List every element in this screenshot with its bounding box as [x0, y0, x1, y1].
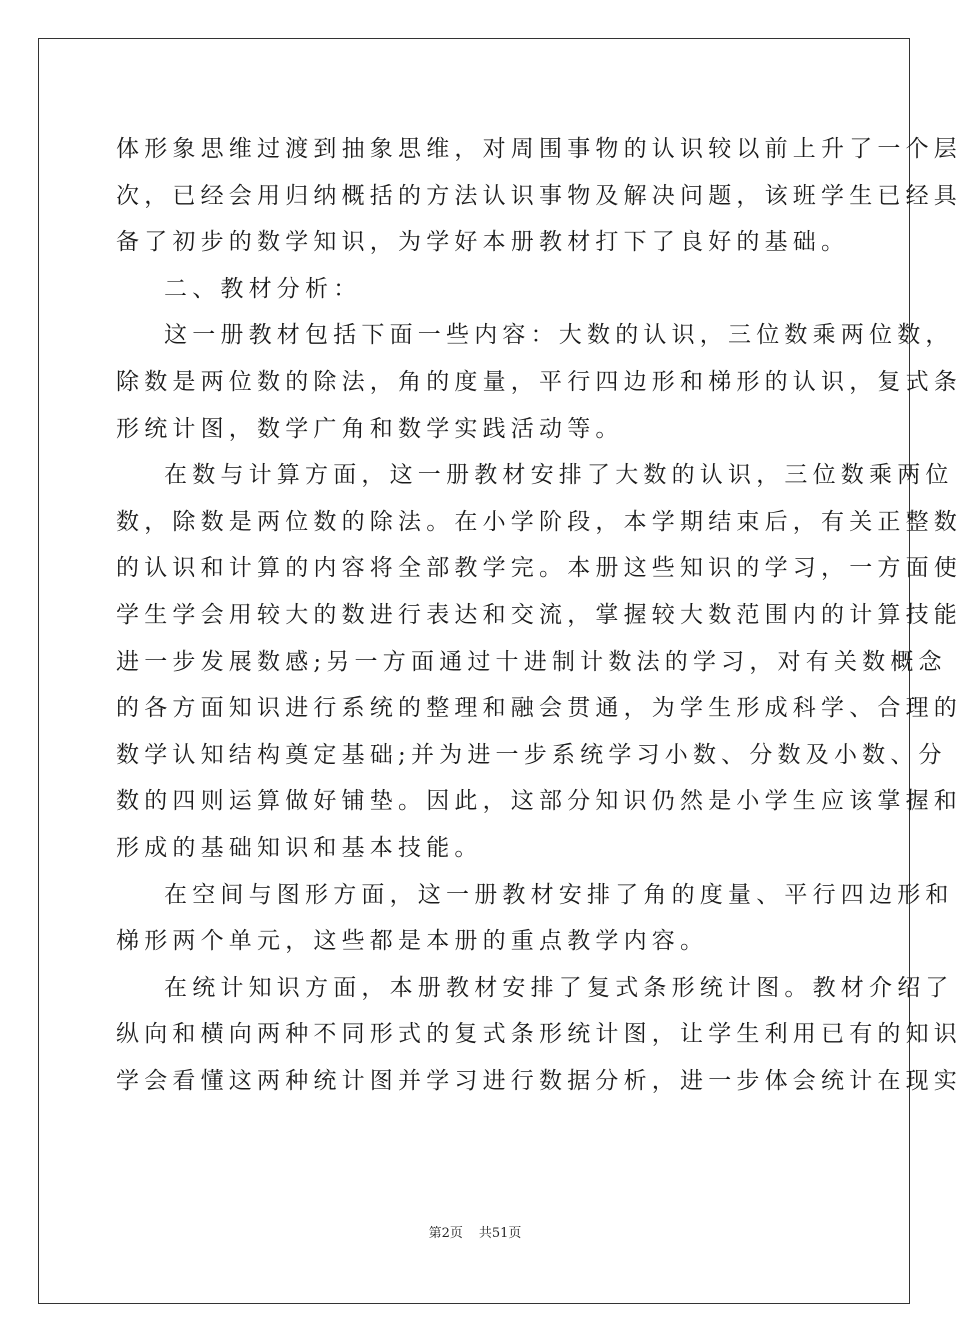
text-line: 备了初步的数学知识，为学好本册教材打下了良好的基础。: [116, 229, 850, 256]
text-line: 学生学会用较大的数进行表达和交流，掌握较大数范围内的计算技能: [116, 601, 962, 628]
text-line: 的认识和计算的内容将全部教学完。本册这些知识的学习，一方面使: [116, 555, 962, 582]
document-body: [116, 126, 962, 1104]
text-line: 进一步发展数感;另一方面通过十进制计数法的学习，对有关数概念: [116, 648, 947, 675]
page-total: 共51页: [478, 1226, 522, 1241]
text-line: 体形象思维过渡到抽象思维，对周围事物的认识较以前上升了一个层: [116, 136, 962, 162]
text-line: 数学认知结构奠定基础;并为进一步系统学习小数、分数及小数、分: [116, 741, 947, 768]
text-line: 在空间与图形方面，这一册教材安排了角的度量、平行四边形和: [164, 881, 954, 908]
text-line: 在统计知识方面，本册教材安排了复式条形统计图。教材介绍了: [164, 974, 954, 1001]
page-number: 第2页: [428, 1226, 463, 1241]
text-line: 数，除数是两位数的除法。在小学阶段，本学期结束后，有关正整数: [116, 508, 962, 535]
text-line: 纵向和横向两种不同形式的复式条形统计图，让学生利用已有的知识: [116, 1021, 962, 1048]
text-line: 在数与计算方面，这一册教材安排了大数的认识，三位数乘两位: [164, 462, 954, 489]
text-line: 除数是两位数的除法，角的度量，平行四边形和梯形的认识，复式条: [116, 368, 962, 395]
text-line: 这一册教材包括下面一些内容：大数的认识，三位数乘两位数，: [164, 322, 954, 349]
text-line: 形成的基础知识和基本技能。: [116, 834, 483, 861]
page-footer: [0, 1222, 950, 1241]
text-line: 数的四则运算做好铺垫。因此，这部分知识仍然是小学生应该掌握和: [116, 788, 962, 815]
text-line: 形统计图，数学广角和数学实践活动等。: [116, 415, 624, 442]
text-line: 的各方面知识进行系统的整理和融会贯通，为学生形成科学、合理的: [116, 695, 962, 722]
text-line: 学会看懂这两种统计图并学习进行数据分析，进一步体会统计在现实: [116, 1067, 962, 1094]
section-heading: 二、教材分析：: [164, 275, 362, 302]
text-line: 次，已经会用归纳概括的方法认识事物及解决问题，该班学生已经具: [116, 182, 962, 209]
text-line: 梯形两个单元，这些都是本册的重点教学内容。: [116, 928, 709, 955]
